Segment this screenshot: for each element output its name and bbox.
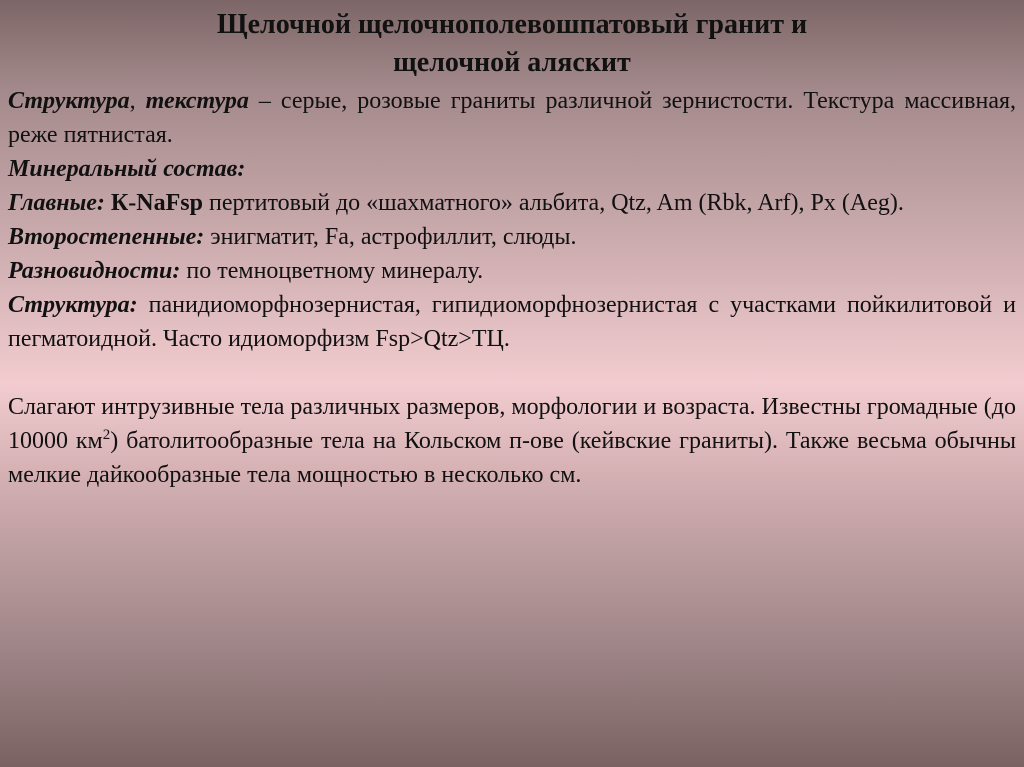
occurrence-text-after: ) батолитообразные тела на Кольском п-ове (кейвские граниты). Также весьма обычны мелкие дайкообразные тела мощностью в несколько см.	[8, 428, 1016, 488]
label-texture: текстура	[145, 88, 249, 114]
label-main: Главные:	[8, 190, 105, 216]
paragraph-varieties	[8, 254, 1016, 288]
structure-texture-text: – серые, розовые граниты различной зернистости. Текстура массивная, реже пятнистая.	[8, 88, 1017, 148]
structure-text: панидиоморфнозернистая, гипидиоморфнозернистая с участками пойкилитовой и пегматоидной. Часто идиоморфизм Fsp>Qtz>ТЦ.	[8, 292, 1016, 352]
secondary-minerals-text: энигматит, Fa, астрофиллит, слюды.	[204, 224, 577, 250]
label-varieties: Разновидности:	[8, 258, 181, 284]
paragraph-mineral-composition	[8, 152, 1016, 186]
label-structure-2: Структура:	[8, 292, 138, 318]
label-comma: ,	[129, 88, 146, 114]
paragraph-structure-texture	[8, 84, 1016, 152]
paragraph-secondary-minerals	[8, 220, 1016, 254]
paragraph-main-minerals	[8, 186, 1016, 220]
paragraph-gap	[8, 356, 1016, 390]
main-mineral: К-NaFsp	[110, 190, 203, 216]
varieties-text: по темноцветному минералу.	[180, 258, 484, 284]
occurrence-text-before: Слагают интрузивные тела различных размеров, морфологии и возраста. Известны громадные (до 10000 км	[8, 394, 1017, 454]
label-mineral-composition: Минеральный состав:	[8, 156, 246, 182]
slide-title	[60, 6, 964, 82]
paragraph-structure	[8, 288, 1016, 356]
title-line-1: Щелочной щелочнополевошпатовый гранит и	[216, 9, 808, 40]
label-secondary: Второстепенные:	[8, 224, 205, 250]
title-line-2: щелочной аляскит	[393, 47, 631, 78]
slide-body	[8, 84, 1016, 492]
main-minerals-text: пертитовый до «шахматного» альбита, Qtz, Am (Rbk, Arf), Px (Aeg).	[202, 190, 904, 216]
paragraph-occurrence	[8, 390, 1016, 492]
label-structure: Структура	[8, 88, 130, 114]
superscript-2: 2	[102, 427, 111, 443]
